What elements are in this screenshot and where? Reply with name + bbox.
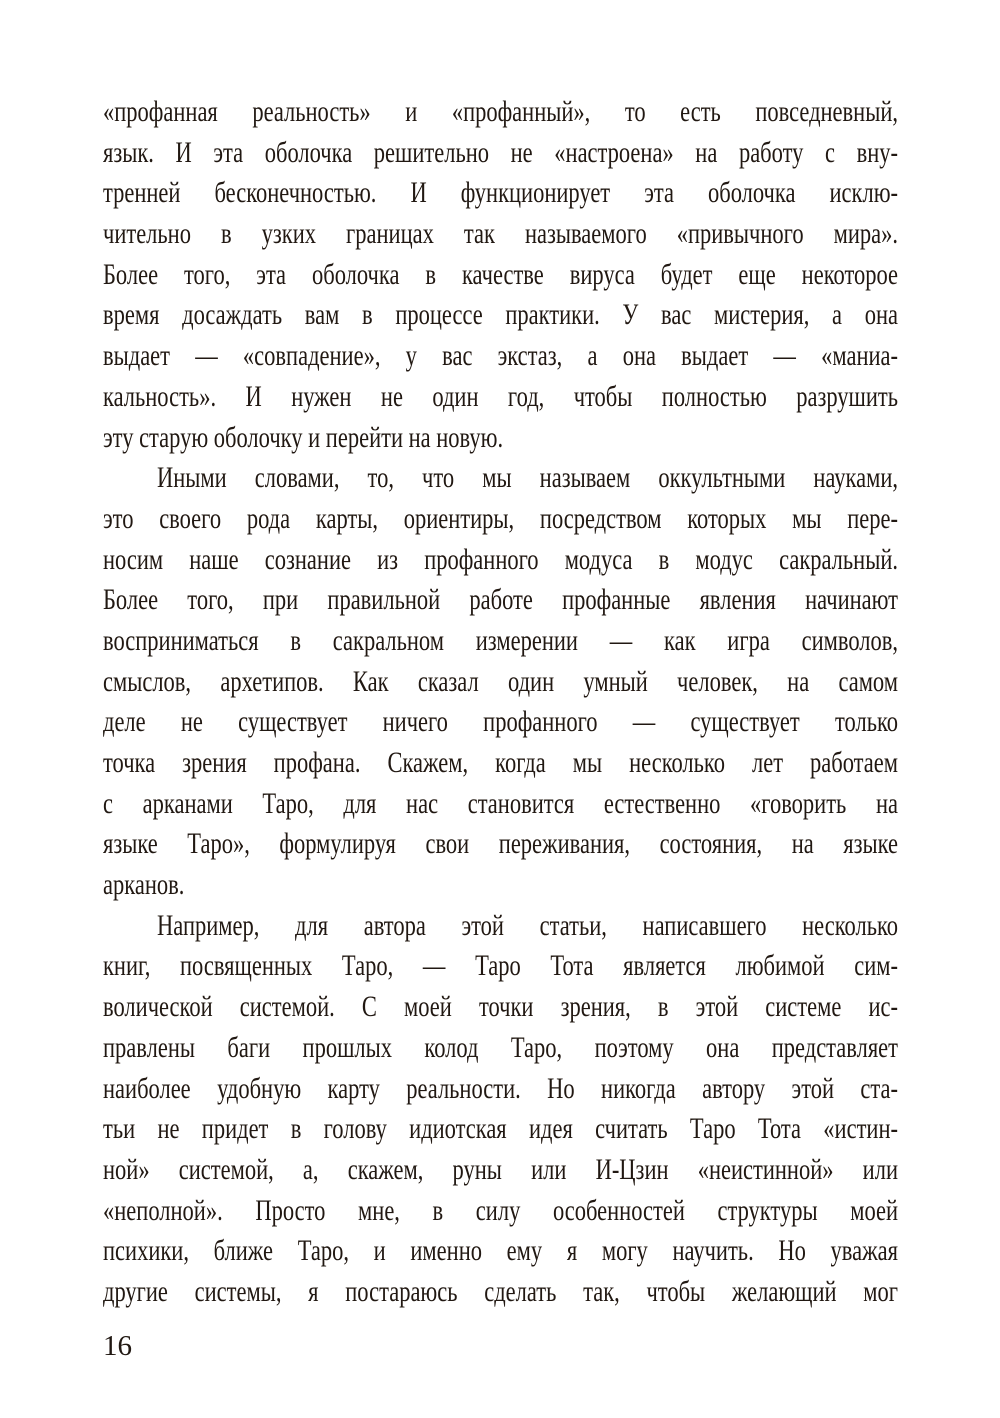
text-line-content: тьи не придет в голову идиотская идея считать Таро Тота «истин- [103, 1112, 898, 1146]
text-line-content: наиболее удобную карту реальности. Но никогда автору этой ста- [103, 1071, 898, 1105]
text-line [103, 173, 898, 214]
text-line-content: чительно в узких границах так называемого «привычного мира». [103, 217, 898, 251]
text-line-content: психики, ближе Таро, и именно ему я могу научить. Но уважая [103, 1234, 898, 1268]
text-line [103, 1109, 898, 1150]
text-line-content: кальность». И нужен не один год, чтобы полностью разрушить [103, 379, 898, 413]
text-line-content: деле не существует ничего профанного — существует только [103, 705, 898, 739]
text-line-content: это своего рода карты, ориентиры, посредством которых мы пере- [103, 501, 898, 535]
text-line [103, 1150, 898, 1191]
body-text [103, 92, 898, 1313]
text-line-content: другие системы, я постараюсь сделать так, чтобы желающий мог [103, 1274, 898, 1308]
text-line-content: Более того, эта оболочка в качестве вируса будет еще некоторое [103, 257, 898, 291]
text-line-paragraph-start [103, 906, 898, 947]
text-line-content: «профанная реальность» и «профанный», то есть повседневный, [103, 95, 898, 128]
text-line-content: Иными словами, то, что мы называем оккультными науками, [157, 461, 898, 495]
text-line-content: языке Таро», формулируя свои переживания, состояния, на языке [103, 827, 898, 861]
text-line-content: правлены баги прошлых колод Таро, поэтому она представляет [103, 1030, 898, 1064]
text-line-content: эту старую оболочку и перейти на новую. [103, 420, 504, 454]
text-line [103, 255, 898, 296]
text-line [103, 336, 898, 377]
text-line-content: время досаждать вам в процессе практики. У вас мистерия, а она [103, 298, 898, 332]
text-line [103, 824, 898, 865]
text-line [103, 499, 898, 540]
text-line [103, 662, 898, 703]
text-line [103, 946, 898, 987]
text-line-content: точка зрения профана. Скажем, когда мы несколько лет работаем [103, 746, 898, 779]
text-line [103, 92, 898, 133]
text-line [103, 377, 898, 418]
text-line-content: «неполной». Просто мне, в силу особенностей структуры моей [103, 1193, 898, 1227]
text-line-content: носим наше сознание из профанного модуса в модус сакральный. [103, 542, 898, 576]
text-line [103, 133, 898, 174]
text-line [103, 214, 898, 255]
text-line-content: выдает — «совпадение», у вас экстаз, а она выдает — «маниа- [103, 339, 898, 373]
text-line [103, 1069, 898, 1110]
text-line [103, 1231, 898, 1272]
text-line-paragraph-end [103, 418, 898, 459]
text-line-paragraph-end [103, 865, 898, 906]
text-line-paragraph-start [103, 458, 898, 499]
text-line-content: язык. И эта оболочка решительно не «настроена» на работу с вну- [103, 135, 898, 169]
text-line [103, 621, 898, 662]
text-line [103, 540, 898, 581]
text-line [103, 1191, 898, 1232]
text-line-content: Например, для автора этой статьи, написавшего несколько [157, 908, 898, 942]
text-line [103, 1272, 898, 1313]
text-line-content: Более того, при правильной работе профанные явления начинают [103, 583, 898, 617]
text-line [103, 743, 898, 784]
page-number: 16 [103, 1330, 132, 1362]
text-line-content: ной» системой, а, скажем, руны или И-Цзин «неистинной» или [103, 1152, 898, 1186]
text-line-content: книг, посвященных Таро, — Таро Тота является любимой сим- [103, 949, 898, 983]
text-line-content: волической системой. С моей точки зрения, в этой системе ис- [103, 990, 898, 1024]
text-line-content: восприниматься в сакральном измерении — как игра символов, [103, 623, 898, 657]
text-line [103, 580, 898, 621]
text-line [103, 702, 898, 743]
text-line [103, 784, 898, 825]
text-line-content: тренней бесконечностью. И функционирует эта оболочка исклю- [103, 176, 898, 210]
text-line [103, 1028, 898, 1069]
text-line-content: с арканами Таро, для нас становится естественно «говорить на [103, 786, 898, 820]
text-line-content: смыслов, архетипов. Как сказал один умный человек, на самом [103, 664, 898, 698]
text-line-content: арканов. [103, 868, 185, 902]
text-line [103, 987, 898, 1028]
text-line [103, 295, 898, 336]
